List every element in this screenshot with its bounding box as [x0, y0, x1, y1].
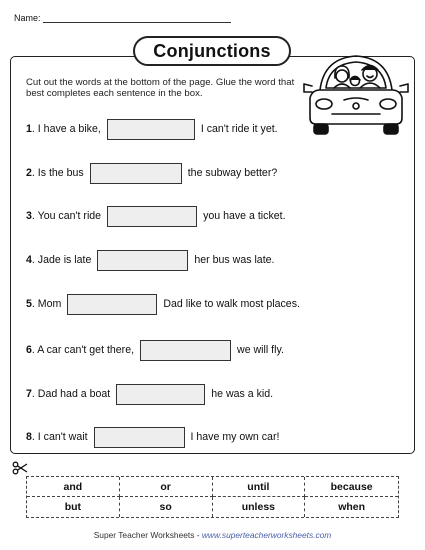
question-number: 1 — [26, 123, 32, 135]
answer-box[interactable] — [97, 250, 188, 271]
question-text-before: . Jade is late — [31, 254, 92, 266]
question-7 — [26, 383, 273, 405]
question-8 — [26, 426, 279, 448]
question-4 — [26, 249, 274, 271]
question-text-before: . Mom — [31, 298, 62, 310]
page-title: Conjunctions — [153, 40, 271, 61]
question-text-after: we will fly. — [237, 344, 284, 356]
footer-separator: - — [194, 530, 202, 540]
question-number: 3 — [26, 210, 32, 222]
question-number: 2 — [26, 167, 32, 179]
answer-box[interactable] — [67, 294, 157, 315]
name-underline[interactable] — [43, 14, 231, 23]
question-1 — [26, 118, 278, 140]
name-field[interactable] — [14, 13, 231, 23]
word-card-until[interactable]: until — [213, 477, 306, 497]
question-number: 6 — [26, 344, 32, 356]
footer-url[interactable]: www.superteacherworksheets.com — [201, 530, 332, 540]
word-bank — [26, 476, 399, 518]
scissors-icon — [12, 461, 28, 475]
word-card-and[interactable]: and — [27, 477, 120, 497]
question-text-before: . You can't ride — [31, 210, 102, 222]
question-text-before: . Dad had a boat — [31, 388, 111, 400]
word-card-so[interactable]: so — [120, 497, 213, 517]
page-footer — [0, 530, 425, 540]
question-text-before: . I have a bike, — [31, 123, 101, 135]
question-text-after: he was a kid. — [211, 388, 274, 400]
question-text-before: . Is the bus — [31, 167, 84, 179]
question-number: 5 — [26, 298, 32, 310]
word-card-or[interactable]: or — [120, 477, 213, 497]
question-text-after: I have my own car! — [190, 431, 280, 443]
question-2 — [26, 162, 277, 184]
question-6 — [26, 339, 284, 361]
word-card-because[interactable]: because — [305, 477, 398, 497]
answer-box[interactable] — [140, 340, 231, 361]
answer-box[interactable] — [107, 206, 197, 227]
instructions-text: Cut out the words at the bottom of the page. Glue the word that best completes each sentence in the box. — [26, 77, 295, 100]
question-text-after: her bus was late. — [194, 254, 275, 266]
question-text-before: . I can't wait — [31, 431, 88, 443]
question-number: 8 — [26, 431, 32, 443]
question-text-after: the subway better? — [187, 167, 278, 179]
car-family-illustration — [302, 48, 410, 138]
answer-box[interactable] — [116, 384, 205, 405]
question-number: 7 — [26, 388, 32, 400]
word-card-unless[interactable]: unless — [213, 497, 306, 517]
answer-box[interactable] — [90, 163, 182, 184]
question-3 — [26, 205, 286, 227]
title-banner — [133, 36, 291, 66]
question-text-after: you have a ticket. — [203, 210, 286, 222]
name-label: Name: — [14, 13, 41, 23]
question-text-after: I can't ride it yet. — [200, 123, 278, 135]
answer-box[interactable] — [94, 427, 185, 448]
question-number: 4 — [26, 254, 32, 266]
word-card-when[interactable]: when — [338, 501, 366, 513]
question-text-before: . A car can't get there, — [31, 344, 135, 356]
answer-box[interactable] — [107, 119, 195, 140]
question-text-after: Dad like to walk most places. — [163, 298, 300, 310]
footer-brand: Super Teacher Worksheets — [93, 530, 195, 540]
question-5 — [26, 293, 300, 315]
word-card-but[interactable]: but — [27, 497, 120, 517]
